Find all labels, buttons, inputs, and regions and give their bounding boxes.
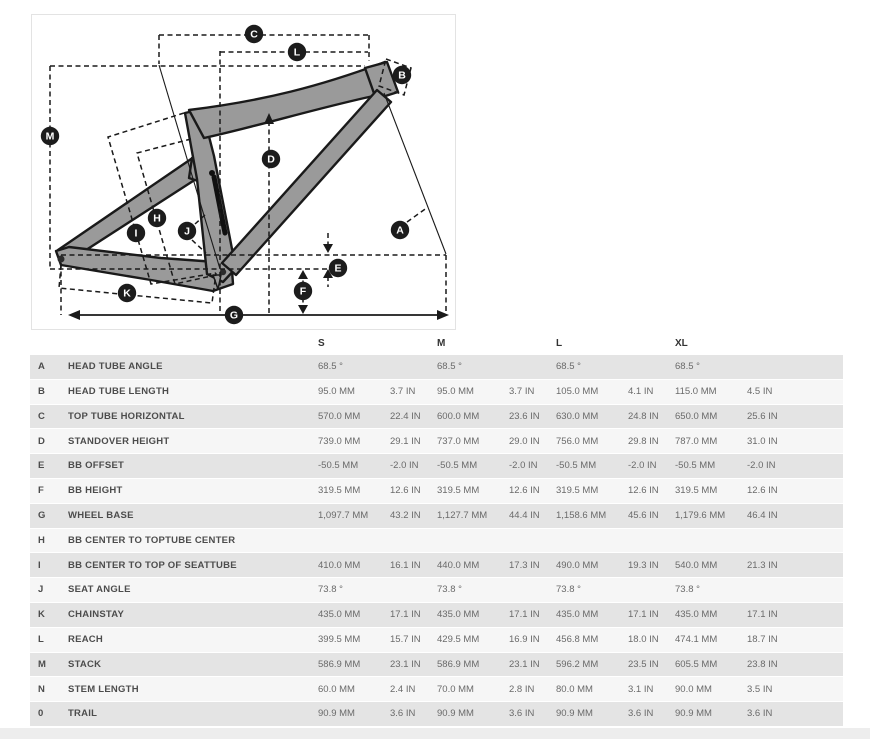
value-in: 23.1 IN [509,659,540,670]
row-letter: E [38,461,45,471]
row-letter: B [38,386,45,397]
value-mm: 435.0 MM [675,610,718,620]
diagram-label-b [393,66,411,84]
table-row [30,504,843,529]
value-mm: 1,097.7 MM [318,510,369,521]
row-letter: M [38,659,46,670]
value-mm: 105.0 MM [556,386,599,397]
value-in: 18.7 IN [747,634,778,645]
value-in: 19.3 IN [628,560,659,571]
value-in: 31.0 IN [747,436,778,447]
diagram-label-h [148,209,166,227]
value-mm: 435.0 MM [556,610,599,620]
value-in: 12.6 IN [390,486,421,496]
table-row [30,653,843,678]
value-mm: 80.0 MM [556,684,593,694]
row-letter: C [38,411,45,422]
bike-frame [56,62,398,291]
value-mm: 456.8 MM [556,634,599,645]
label-letter: J [184,225,190,238]
row-name: SEAT ANGLE [68,585,131,595]
value-mm: 95.0 MM [318,386,355,397]
row-name: STEM LENGTH [68,684,139,694]
value-in: 3.7 IN [390,386,416,397]
frame-geometry-svg [32,15,455,329]
value-mm: 570.0 MM [318,411,361,422]
table-row [30,677,843,702]
diagram-label-j [178,222,196,240]
value-in: 17.3 IN [509,560,540,571]
bb-height-arrow-up [298,270,308,279]
diagram-label-a [391,221,409,239]
diagram-label-f [294,282,312,300]
value-mm: 90.9 MM [318,709,355,719]
row-name: STANDOVER HEIGHT [68,436,170,447]
value-mm: 115.0 MM [675,386,717,397]
geometry-table-header [30,333,843,355]
row-letter: A [38,362,45,372]
value-mm: 490.0 MM [556,560,599,571]
value-in: 46.4 IN [747,510,778,521]
row-letter: F [38,486,44,496]
value-mm: 90.0 MM [675,684,712,694]
value-in: -2.0 IN [628,461,657,471]
bb-height-arrow-down [298,305,308,314]
row-name: HEAD TUBE LENGTH [68,386,170,397]
bottom-section-band [0,728,870,739]
size-header-m: M [437,339,446,349]
value-mm: 68.5 ° [318,362,343,372]
label-letter: F [299,285,307,298]
table-row [30,405,843,430]
value-in: 17.1 IN [509,610,540,620]
value-in: 24.8 IN [628,411,659,422]
value-in: 3.6 IN [390,709,416,719]
value-mm: 435.0 MM [437,610,480,620]
table-row [30,578,843,603]
value-in: 18.0 IN [628,634,659,645]
value-mm: 319.5 MM [556,486,599,496]
value-mm: 600.0 MM [437,411,480,422]
value-mm: 68.5 ° [556,362,581,372]
value-mm: 1,127.7 MM [437,510,488,521]
value-in: 29.0 IN [509,436,540,447]
value-mm: 73.8 ° [437,585,462,595]
value-in: 25.6 IN [747,411,778,422]
label-letter: M [45,130,55,143]
diagram-label-c [245,25,263,43]
value-in: 3.5 IN [747,684,773,694]
value-mm: 70.0 MM [437,684,474,694]
size-header-s: S [318,339,325,349]
value-mm: 73.8 ° [675,585,700,595]
value-mm: 1,179.6 MM [675,510,726,521]
value-in: 4.5 IN [747,386,773,397]
row-name: REACH [68,634,104,645]
value-in: 2.8 IN [509,684,535,694]
value-in: 29.1 IN [390,436,421,447]
value-in: 3.6 IN [509,709,535,719]
value-mm: 650.0 MM [675,411,718,422]
value-mm: -50.5 MM [556,461,597,471]
diagram-label-e [329,259,347,277]
label-letter: E [334,262,342,275]
rear-dropout [58,256,65,263]
row-name: TOP TUBE HORIZONTAL [68,411,185,422]
value-in: 22.4 IN [390,411,421,422]
value-mm: -50.5 MM [437,461,478,471]
value-mm: 787.0 MM [675,436,718,447]
diagram-label-g [225,306,243,324]
value-mm: 586.9 MM [318,659,361,670]
table-row [30,355,843,380]
value-mm: 1,158.6 MM [556,510,607,521]
value-in: 15.7 IN [390,634,421,645]
value-in: 3.1 IN [628,684,654,694]
value-mm: 429.5 MM [437,634,480,645]
row-letter: D [38,436,45,447]
table-row [30,529,843,554]
diagram-label-i [127,224,145,242]
value-mm: 435.0 MM [318,610,361,620]
value-in: 3.6 IN [628,709,654,719]
row-name: BB OFFSET [68,461,125,471]
value-in: 12.6 IN [747,486,778,496]
value-mm: -50.5 MM [675,461,716,471]
label-letter: G [229,309,239,322]
value-in: 17.1 IN [747,610,778,620]
value-mm: -50.5 MM [318,461,359,471]
value-in: 23.5 IN [628,659,659,670]
value-in: 17.1 IN [390,610,421,620]
label-letter: C [250,28,258,41]
frame-geometry-diagram [31,14,456,330]
label-letter: A [396,224,404,237]
value-in: 16.9 IN [509,634,540,645]
row-letter: H [38,535,45,546]
value-in: 4.1 IN [628,386,654,397]
value-mm: 95.0 MM [437,386,474,397]
diagram-label-m [41,127,59,145]
seat-stay [58,157,207,261]
value-in: 29.8 IN [628,436,659,447]
value-mm: 756.0 MM [556,436,599,447]
value-mm: 319.5 MM [318,486,361,496]
value-in: 44.4 IN [509,510,540,521]
row-name: WHEEL BASE [68,510,134,521]
value-in: 23.8 IN [747,659,778,670]
row-name: TRAIL [68,709,98,719]
value-in: 23.6 IN [509,411,540,422]
value-mm: 410.0 MM [318,560,361,571]
value-mm: 399.5 MM [318,634,361,645]
table-row [30,454,843,479]
bb-offset-arrow-down [323,244,333,253]
value-mm: 60.0 MM [318,684,355,694]
value-in: 16.1 IN [390,560,421,571]
label-letter: H [153,212,161,225]
size-header-l: L [556,339,563,349]
value-mm: 90.9 MM [437,709,474,719]
value-in: -2.0 IN [509,461,538,471]
row-letter: J [38,585,44,595]
value-in: -2.0 IN [747,461,776,471]
value-mm: 596.2 MM [556,659,599,670]
value-mm: 73.8 ° [318,585,343,595]
row-letter: I [38,560,41,571]
table-row [30,380,843,405]
geometry-table-rows [30,355,843,727]
diagram-label-d [262,150,280,168]
row-name: CHAINSTAY [68,610,125,620]
row-name: BB HEIGHT [68,486,123,496]
bottom-bracket [220,269,226,275]
label-letter: I [134,227,138,240]
value-mm: 319.5 MM [437,486,480,496]
table-row [30,702,843,727]
value-mm: 474.1 MM [675,634,718,645]
diagram-label-l [288,43,306,61]
value-mm: 319.5 MM [675,486,718,496]
value-in: -2.0 IN [390,461,419,471]
row-name: STACK [68,659,102,670]
value-in: 45.6 IN [628,510,659,521]
value-in: 21.3 IN [747,560,778,571]
value-in: 12.6 IN [509,486,540,496]
value-mm: 68.5 ° [675,362,700,372]
value-mm: 90.9 MM [556,709,593,719]
value-in: 43.2 IN [390,510,421,521]
value-mm: 73.8 ° [556,585,581,595]
value-mm: 540.0 MM [675,560,718,571]
table-row [30,603,843,628]
value-mm: 737.0 MM [437,436,480,447]
value-mm: 440.0 MM [437,560,480,571]
diagram-label-k [118,284,136,302]
row-name: BB CENTER TO TOPTUBE CENTER [68,535,236,546]
row-letter: G [38,510,46,521]
label-letter: B [398,69,406,82]
value-in: 17.1 IN [628,610,659,620]
row-letter: L [38,634,44,645]
value-mm: 630.0 MM [556,411,599,422]
value-in: 3.7 IN [509,386,535,397]
table-row [30,429,843,454]
dim-top-tube-c [159,35,369,64]
geometry-table [30,333,843,727]
size-header-xl: XL [675,339,688,349]
row-letter: K [38,610,45,620]
value-mm: 90.9 MM [675,709,712,719]
value-mm: 739.0 MM [318,436,361,447]
label-letter: K [123,287,131,300]
value-in: 2.4 IN [390,684,416,694]
value-in: 3.6 IN [747,709,773,719]
label-letter: D [267,153,275,166]
row-letter: 0 [38,709,44,719]
row-letter: N [38,684,45,694]
value-in: 23.1 IN [390,659,421,670]
row-name: HEAD TUBE ANGLE [68,362,163,372]
table-row [30,553,843,578]
value-mm: 605.5 MM [675,659,718,670]
table-row [30,628,843,653]
table-row [30,479,843,504]
label-letter: L [293,46,301,59]
dim-head-angle-a [407,207,428,222]
value-mm: 68.5 ° [437,362,462,372]
value-mm: 586.9 MM [437,659,480,670]
shock-pivot [209,170,215,176]
row-name: BB CENTER TO TOP OF SEATTUBE [68,560,237,571]
value-in: 12.6 IN [628,486,659,496]
